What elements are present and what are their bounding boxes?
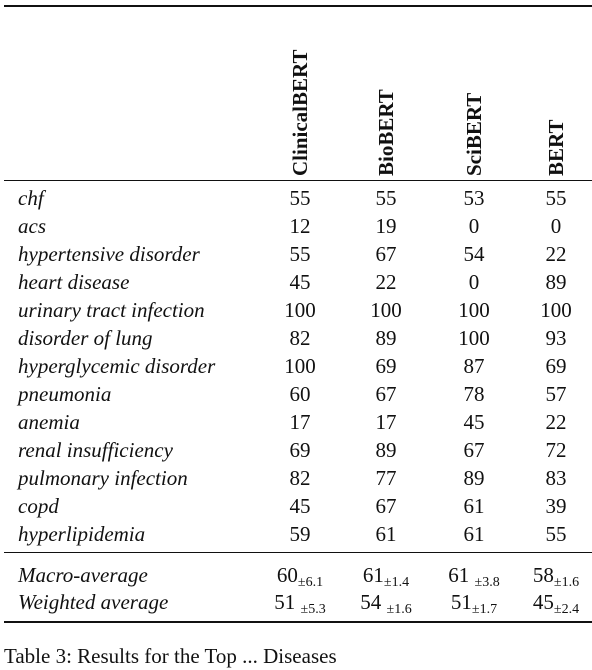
row-label: copd bbox=[18, 494, 59, 518]
cell: 82 bbox=[289, 466, 311, 490]
cell: 39 bbox=[545, 494, 567, 518]
cell: 17 bbox=[375, 410, 397, 434]
table-row bbox=[0, 184, 592, 212]
std-dev: ±1.6 bbox=[553, 575, 580, 590]
mean: 45 bbox=[532, 590, 554, 614]
summary-row-macro bbox=[0, 561, 592, 589]
table-row bbox=[0, 352, 592, 380]
row-label: pneumonia bbox=[18, 382, 112, 406]
std-dev: ±1.4 bbox=[383, 575, 410, 590]
cell: 55 bbox=[545, 522, 567, 546]
cell: 59 bbox=[289, 522, 311, 546]
std-dev: ±5.3 bbox=[300, 602, 326, 617]
cell: 89 bbox=[545, 270, 567, 294]
cell: 0 bbox=[468, 270, 480, 294]
table-row bbox=[0, 436, 592, 464]
cell: 100 bbox=[284, 298, 316, 322]
mean: 61 bbox=[362, 563, 384, 587]
cell: 83 bbox=[545, 466, 567, 490]
summary-row-weighted bbox=[0, 588, 592, 616]
cell: 69 bbox=[375, 354, 397, 378]
cell bbox=[346, 588, 426, 624]
cell: 100 bbox=[458, 298, 490, 322]
row-label: heart disease bbox=[18, 270, 130, 294]
table-row bbox=[0, 408, 592, 436]
mean: 54 bbox=[360, 590, 387, 614]
cell: 100 bbox=[370, 298, 402, 322]
table-row bbox=[0, 240, 592, 268]
column-header-biobert: BioBERT bbox=[374, 89, 398, 176]
mean: 58 bbox=[532, 563, 554, 587]
cell: 77 bbox=[375, 466, 397, 490]
row-label: Macro-average bbox=[18, 563, 148, 587]
cell: 22 bbox=[545, 242, 567, 266]
cell: 67 bbox=[375, 494, 397, 518]
row-label: urinary tract infection bbox=[18, 298, 205, 322]
row-label: hyperlipidemia bbox=[18, 522, 146, 546]
cell: 53 bbox=[463, 186, 485, 210]
table-row bbox=[0, 464, 592, 492]
table-caption: Table 3: Results for the Top ... Diseases bbox=[4, 644, 337, 668]
cell: 67 bbox=[375, 382, 397, 406]
table-row bbox=[0, 324, 592, 352]
mean: 51 bbox=[450, 590, 472, 614]
cell: 67 bbox=[375, 242, 397, 266]
cell: 0 bbox=[468, 214, 480, 238]
cell: 45 bbox=[289, 270, 311, 294]
cell: 69 bbox=[289, 438, 311, 462]
mean: 61 bbox=[448, 563, 475, 587]
cell: 55 bbox=[289, 242, 311, 266]
cell: 89 bbox=[463, 466, 485, 490]
table-row bbox=[0, 520, 592, 548]
cell: 100 bbox=[284, 354, 316, 378]
cell: 61 bbox=[375, 522, 397, 546]
row-label: renal insufficiency bbox=[18, 438, 173, 462]
cell: 0 bbox=[550, 214, 562, 238]
cell bbox=[516, 588, 592, 624]
cell: 89 bbox=[375, 326, 397, 350]
row-label: hyperglycemic disorder bbox=[18, 354, 216, 378]
row-label: Weighted average bbox=[18, 590, 169, 614]
cell: 100 bbox=[540, 298, 572, 322]
cell: 61 bbox=[463, 494, 485, 518]
cell bbox=[434, 588, 514, 624]
cell: 12 bbox=[289, 214, 311, 238]
cell bbox=[260, 588, 340, 624]
cell: 55 bbox=[375, 186, 397, 210]
cell: 22 bbox=[545, 410, 567, 434]
row-label: anemia bbox=[18, 410, 80, 434]
table-row bbox=[0, 212, 592, 240]
row-label: acs bbox=[18, 214, 46, 238]
cell: 78 bbox=[463, 382, 485, 406]
cell: 100 bbox=[458, 326, 490, 350]
cell: 89 bbox=[375, 438, 397, 462]
cell: 55 bbox=[289, 186, 311, 210]
mean: 60 bbox=[276, 563, 298, 587]
summary-rule bbox=[4, 552, 592, 553]
cell: 55 bbox=[545, 186, 567, 210]
column-header-clinicalbert: ClinicalBERT bbox=[288, 49, 312, 176]
table-row bbox=[0, 296, 592, 324]
cell: 22 bbox=[375, 270, 397, 294]
cell: 57 bbox=[545, 382, 567, 406]
column-header-scibert: SciBERT bbox=[462, 92, 486, 176]
cell: 17 bbox=[289, 410, 311, 434]
std-dev: ±1.6 bbox=[386, 602, 412, 617]
column-header-bert: BERT bbox=[544, 119, 568, 176]
cell: 60 bbox=[289, 382, 311, 406]
cell: 54 bbox=[463, 242, 485, 266]
cell: 72 bbox=[545, 438, 567, 462]
top-rule bbox=[4, 5, 592, 7]
std-dev: ±6.1 bbox=[297, 575, 324, 590]
cell: 87 bbox=[463, 354, 485, 378]
std-dev: ±3.8 bbox=[474, 575, 500, 590]
header-rule bbox=[4, 180, 592, 181]
std-dev: ±2.4 bbox=[553, 602, 580, 617]
row-label: disorder of lung bbox=[18, 326, 153, 350]
std-dev: ±1.7 bbox=[471, 602, 498, 617]
table-row bbox=[0, 380, 592, 408]
cell: 45 bbox=[463, 410, 485, 434]
cell: 69 bbox=[545, 354, 567, 378]
cell: 61 bbox=[463, 522, 485, 546]
cell: 82 bbox=[289, 326, 311, 350]
row-label: pulmonary infection bbox=[18, 466, 188, 490]
row-label: hypertensive disorder bbox=[18, 242, 200, 266]
cell: 93 bbox=[545, 326, 567, 350]
cell: 67 bbox=[463, 438, 485, 462]
table-row bbox=[0, 492, 592, 520]
cell: 19 bbox=[375, 214, 397, 238]
mean: 51 bbox=[274, 590, 301, 614]
row-label: chf bbox=[18, 186, 44, 210]
table-row bbox=[0, 268, 592, 296]
cell: 45 bbox=[289, 494, 311, 518]
